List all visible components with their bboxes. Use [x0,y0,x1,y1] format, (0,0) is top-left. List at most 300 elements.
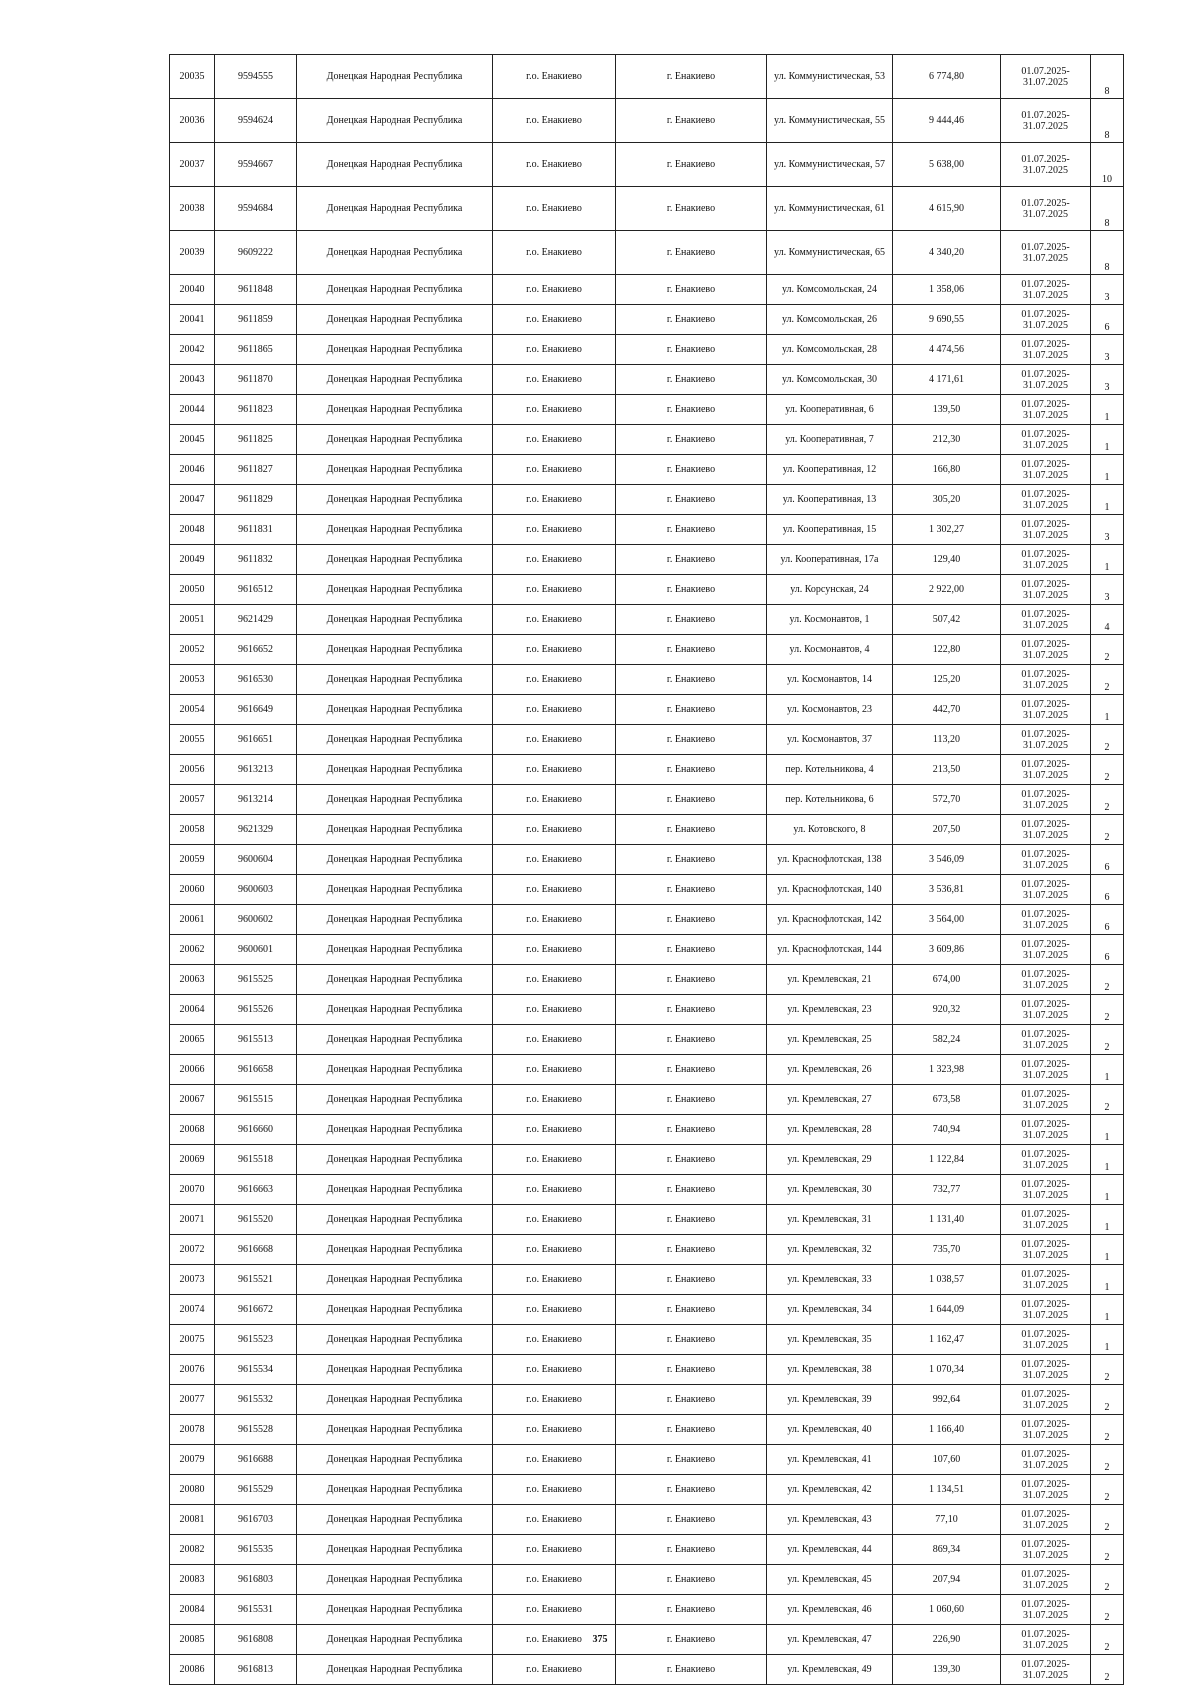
account-code-cell: 9616660 [215,1115,297,1145]
row-number-cell: 20040 [170,275,215,305]
account-code-cell: 9616530 [215,665,297,695]
table-row [170,1265,1124,1295]
region-cell: Донецкая Народная Республика [297,1565,493,1595]
region-cell: Донецкая Народная Республика [297,815,493,845]
count-cell: 2 [1091,1655,1124,1685]
address-cell: ул. Кремлевская, 39 [767,1385,893,1415]
row-number-cell: 20041 [170,305,215,335]
district-cell: г.о. Енакиево [493,305,616,335]
city-cell: г. Енакиево [616,1565,767,1595]
table-row [170,995,1124,1025]
amount-cell: 1 166,40 [893,1415,1001,1445]
region-cell: Донецкая Народная Республика [297,605,493,635]
region-cell: Донецкая Народная Республика [297,1265,493,1295]
region-cell: Донецкая Народная Республика [297,725,493,755]
amount-cell: 442,70 [893,695,1001,725]
row-number-cell: 20055 [170,725,215,755]
region-cell: Донецкая Народная Республика [297,1475,493,1505]
period-cell: 01.07.2025-31.07.2025 [1001,1325,1091,1355]
district-cell: г.о. Енакиево [493,1475,616,1505]
table-row [170,695,1124,725]
period-cell: 01.07.2025-31.07.2025 [1001,1475,1091,1505]
account-code-cell: 9615521 [215,1265,297,1295]
account-code-cell: 9616658 [215,1055,297,1085]
row-number-cell: 20080 [170,1475,215,1505]
period-cell: 01.07.2025-31.07.2025 [1001,845,1091,875]
amount-cell: 77,10 [893,1505,1001,1535]
table-row [170,1175,1124,1205]
district-cell: г.о. Енакиево [493,1145,616,1175]
amount-cell: 113,20 [893,725,1001,755]
address-cell: ул. Коммунистическая, 55 [767,99,893,143]
period-cell: 01.07.2025-31.07.2025 [1001,1535,1091,1565]
district-cell: г.о. Енакиево [493,695,616,725]
account-code-cell: 9613214 [215,785,297,815]
table-row [170,1535,1124,1565]
district-cell: г.о. Енакиево [493,785,616,815]
account-code-cell: 9615520 [215,1205,297,1235]
district-cell: г.о. Енакиево [493,1445,616,1475]
address-cell: ул. Кооперативная, 13 [767,485,893,515]
district-cell: г.о. Енакиево [493,1595,616,1625]
period-cell: 01.07.2025-31.07.2025 [1001,1415,1091,1445]
period-cell: 01.07.2025-31.07.2025 [1001,1385,1091,1415]
count-cell: 8 [1091,99,1124,143]
count-cell: 6 [1091,935,1124,965]
amount-cell: 207,94 [893,1565,1001,1595]
address-cell: ул. Кремлевская, 29 [767,1145,893,1175]
city-cell: г. Енакиево [616,1595,767,1625]
district-cell: г.о. Енакиево [493,605,616,635]
city-cell: г. Енакиево [616,1055,767,1085]
city-cell: г. Енакиево [616,1415,767,1445]
address-cell: ул. Комсомольская, 28 [767,335,893,365]
count-cell: 2 [1091,1595,1124,1625]
count-cell: 2 [1091,755,1124,785]
amount-cell: 1 323,98 [893,1055,1001,1085]
count-cell: 1 [1091,455,1124,485]
region-cell: Донецкая Народная Республика [297,1655,493,1685]
count-cell: 2 [1091,1505,1124,1535]
count-cell: 1 [1091,1115,1124,1145]
row-number-cell: 20074 [170,1295,215,1325]
address-cell: ул. Комсомольская, 26 [767,305,893,335]
table-row [170,755,1124,785]
region-cell: Донецкая Народная Республика [297,545,493,575]
district-cell: г.о. Енакиево [493,815,616,845]
city-cell: г. Енакиево [616,1175,767,1205]
city-cell: г. Енакиево [616,1205,767,1235]
district-cell: г.о. Енакиево [493,545,616,575]
amount-cell: 6 774,80 [893,55,1001,99]
row-number-cell: 20077 [170,1385,215,1415]
period-cell: 01.07.2025-31.07.2025 [1001,1235,1091,1265]
period-cell: 01.07.2025-31.07.2025 [1001,1655,1091,1685]
amount-cell: 4 615,90 [893,187,1001,231]
count-cell: 8 [1091,187,1124,231]
period-cell: 01.07.2025-31.07.2025 [1001,99,1091,143]
address-cell: ул. Космонавтов, 1 [767,605,893,635]
account-code-cell: 9616652 [215,635,297,665]
account-code-cell: 9621429 [215,605,297,635]
amount-cell: 1 134,51 [893,1475,1001,1505]
row-number-cell: 20053 [170,665,215,695]
row-number-cell: 20068 [170,1115,215,1145]
period-cell: 01.07.2025-31.07.2025 [1001,695,1091,725]
account-code-cell: 9615525 [215,965,297,995]
table-row [170,1145,1124,1175]
table-row [170,305,1124,335]
period-cell: 01.07.2025-31.07.2025 [1001,1085,1091,1115]
row-number-cell: 20067 [170,1085,215,1115]
region-cell: Донецкая Народная Республика [297,275,493,305]
account-code-cell: 9615523 [215,1325,297,1355]
amount-cell: 129,40 [893,545,1001,575]
row-number-cell: 20078 [170,1415,215,1445]
count-cell: 2 [1091,1415,1124,1445]
address-cell: ул. Кремлевская, 35 [767,1325,893,1355]
district-cell: г.о. Енакиево [493,485,616,515]
table-row [170,425,1124,455]
address-cell: ул. Кремлевская, 27 [767,1085,893,1115]
amount-cell: 3 564,00 [893,905,1001,935]
count-cell: 6 [1091,305,1124,335]
account-code-cell: 9600601 [215,935,297,965]
row-number-cell: 20082 [170,1535,215,1565]
address-cell: ул. Кремлевская, 33 [767,1265,893,1295]
account-code-cell: 9616813 [215,1655,297,1685]
region-cell: Донецкая Народная Республика [297,635,493,665]
address-cell: ул. Кремлевская, 42 [767,1475,893,1505]
district-cell: г.о. Енакиево [493,965,616,995]
account-code-cell: 9600602 [215,905,297,935]
district-cell: г.о. Енакиево [493,725,616,755]
amount-cell: 1 060,60 [893,1595,1001,1625]
account-code-cell: 9611848 [215,275,297,305]
row-number-cell: 20060 [170,875,215,905]
count-cell: 2 [1091,785,1124,815]
table-row [170,965,1124,995]
count-cell: 1 [1091,695,1124,725]
address-cell: ул. Котовского, 8 [767,815,893,845]
amount-cell: 4 340,20 [893,231,1001,275]
row-number-cell: 20058 [170,815,215,845]
district-cell: г.о. Енакиево [493,1085,616,1115]
address-cell: ул. Комсомольская, 30 [767,365,893,395]
amount-cell: 992,64 [893,1385,1001,1415]
table-row [170,99,1124,143]
account-code-cell: 9611829 [215,485,297,515]
district-cell: г.о. Енакиево [493,875,616,905]
count-cell: 3 [1091,275,1124,305]
row-number-cell: 20071 [170,1205,215,1235]
region-cell: Донецкая Народная Республика [297,905,493,935]
district-cell: г.о. Енакиево [493,1565,616,1595]
row-number-cell: 20063 [170,965,215,995]
period-cell: 01.07.2025-31.07.2025 [1001,187,1091,231]
table-row [170,1055,1124,1085]
account-code-cell: 9594667 [215,143,297,187]
address-cell: ул. Кооперативная, 15 [767,515,893,545]
period-cell: 01.07.2025-31.07.2025 [1001,905,1091,935]
city-cell: г. Енакиево [616,455,767,485]
region-cell: Донецкая Народная Республика [297,1595,493,1625]
count-cell: 3 [1091,515,1124,545]
amount-cell: 212,30 [893,425,1001,455]
table-row [170,845,1124,875]
row-number-cell: 20079 [170,1445,215,1475]
period-cell: 01.07.2025-31.07.2025 [1001,545,1091,575]
district-cell: г.о. Енакиево [493,1205,616,1235]
row-number-cell: 20084 [170,1595,215,1625]
period-cell: 01.07.2025-31.07.2025 [1001,395,1091,425]
table-row [170,55,1124,99]
period-cell: 01.07.2025-31.07.2025 [1001,725,1091,755]
period-cell: 01.07.2025-31.07.2025 [1001,1055,1091,1085]
city-cell: г. Енакиево [616,1235,767,1265]
address-cell: ул. Кремлевская, 47 [767,1625,893,1655]
row-number-cell: 20061 [170,905,215,935]
address-cell: ул. Коммунистическая, 57 [767,143,893,187]
region-cell: Донецкая Народная Республика [297,1505,493,1535]
account-code-cell: 9609222 [215,231,297,275]
region-cell: Донецкая Народная Республика [297,1085,493,1115]
region-cell: Донецкая Народная Республика [297,845,493,875]
amount-cell: 582,24 [893,1025,1001,1055]
account-code-cell: 9613213 [215,755,297,785]
period-cell: 01.07.2025-31.07.2025 [1001,365,1091,395]
district-cell: г.о. Енакиево [493,335,616,365]
city-cell: г. Енакиево [616,1145,767,1175]
district-cell: г.о. Енакиево [493,1505,616,1535]
count-cell: 2 [1091,1085,1124,1115]
period-cell: 01.07.2025-31.07.2025 [1001,1295,1091,1325]
period-cell: 01.07.2025-31.07.2025 [1001,575,1091,605]
amount-cell: 3 546,09 [893,845,1001,875]
count-cell: 2 [1091,965,1124,995]
district-cell: г.о. Енакиево [493,995,616,1025]
period-cell: 01.07.2025-31.07.2025 [1001,1595,1091,1625]
amount-cell: 572,70 [893,785,1001,815]
count-cell: 2 [1091,725,1124,755]
city-cell: г. Енакиево [616,425,767,455]
region-cell: Донецкая Народная Республика [297,995,493,1025]
city-cell: г. Енакиево [616,187,767,231]
region-cell: Донецкая Народная Республика [297,1055,493,1085]
table-row [170,187,1124,231]
count-cell: 2 [1091,1625,1124,1655]
count-cell: 1 [1091,1205,1124,1235]
table-row [170,1325,1124,1355]
city-cell: г. Енакиево [616,55,767,99]
table-row [170,515,1124,545]
amount-cell: 1 038,57 [893,1265,1001,1295]
row-number-cell: 20045 [170,425,215,455]
period-cell: 01.07.2025-31.07.2025 [1001,995,1091,1025]
city-cell: г. Енакиево [616,1535,767,1565]
district-cell: г.о. Енакиево [493,1295,616,1325]
account-code-cell: 9594684 [215,187,297,231]
period-cell: 01.07.2025-31.07.2025 [1001,305,1091,335]
region-cell: Донецкая Народная Республика [297,1415,493,1445]
city-cell: г. Енакиево [616,995,767,1025]
address-cell: ул. Кремлевская, 45 [767,1565,893,1595]
city-cell: г. Енакиево [616,875,767,905]
table-row [170,1205,1124,1235]
region-cell: Донецкая Народная Республика [297,143,493,187]
city-cell: г. Енакиево [616,725,767,755]
address-cell: ул. Кремлевская, 25 [767,1025,893,1055]
district-cell: г.о. Енакиево [493,395,616,425]
region-cell: Донецкая Народная Республика [297,485,493,515]
row-number-cell: 20059 [170,845,215,875]
count-cell: 2 [1091,1475,1124,1505]
data-table [169,54,1124,1685]
table-row [170,875,1124,905]
address-cell: ул. Краснофлотская, 140 [767,875,893,905]
amount-cell: 1 358,06 [893,275,1001,305]
row-number-cell: 20048 [170,515,215,545]
period-cell: 01.07.2025-31.07.2025 [1001,1025,1091,1055]
address-cell: ул. Кооперативная, 6 [767,395,893,425]
count-cell: 6 [1091,875,1124,905]
row-number-cell: 20051 [170,605,215,635]
address-cell: ул. Космонавтов, 23 [767,695,893,725]
address-cell: ул. Кремлевская, 28 [767,1115,893,1145]
district-cell: г.о. Енакиево [493,1325,616,1355]
account-code-cell: 9611827 [215,455,297,485]
district-cell: г.о. Енакиево [493,635,616,665]
amount-cell: 1 644,09 [893,1295,1001,1325]
region-cell: Донецкая Народная Республика [297,1295,493,1325]
table-row [170,143,1124,187]
city-cell: г. Енакиево [616,755,767,785]
count-cell: 1 [1091,545,1124,575]
city-cell: г. Енакиево [616,1625,767,1655]
city-cell: г. Енакиево [616,545,767,575]
period-cell: 01.07.2025-31.07.2025 [1001,55,1091,99]
city-cell: г. Енакиево [616,1325,767,1355]
row-number-cell: 20075 [170,1325,215,1355]
district-cell: г.о. Енакиево [493,515,616,545]
period-cell: 01.07.2025-31.07.2025 [1001,1175,1091,1205]
amount-cell: 5 638,00 [893,143,1001,187]
address-cell: пер. Котельникова, 4 [767,755,893,785]
amount-cell: 735,70 [893,1235,1001,1265]
address-cell: ул. Кремлевская, 31 [767,1205,893,1235]
region-cell: Донецкая Народная Республика [297,575,493,605]
row-number-cell: 20069 [170,1145,215,1175]
table-row [170,635,1124,665]
city-cell: г. Енакиево [616,935,767,965]
account-code-cell: 9615515 [215,1085,297,1115]
district-cell: г.о. Енакиево [493,275,616,305]
city-cell: г. Енакиево [616,485,767,515]
region-cell: Донецкая Народная Республика [297,187,493,231]
account-code-cell: 9616672 [215,1295,297,1325]
period-cell: 01.07.2025-31.07.2025 [1001,275,1091,305]
district-cell: г.о. Енакиево [493,99,616,143]
amount-cell: 4 474,56 [893,335,1001,365]
city-cell: г. Енакиево [616,905,767,935]
account-code-cell: 9616649 [215,695,297,725]
row-number-cell: 20038 [170,187,215,231]
row-number-cell: 20052 [170,635,215,665]
amount-cell: 207,50 [893,815,1001,845]
period-cell: 01.07.2025-31.07.2025 [1001,605,1091,635]
city-cell: г. Енакиево [616,605,767,635]
district-cell: г.о. Енакиево [493,665,616,695]
address-cell: ул. Кремлевская, 43 [767,1505,893,1535]
row-number-cell: 20076 [170,1355,215,1385]
table-row [170,365,1124,395]
row-number-cell: 20064 [170,995,215,1025]
region-cell: Донецкая Народная Республика [297,1625,493,1655]
city-cell: г. Енакиево [616,1505,767,1535]
count-cell: 1 [1091,1145,1124,1175]
district-cell: г.о. Енакиево [493,1385,616,1415]
account-code-cell: 9615531 [215,1595,297,1625]
period-cell: 01.07.2025-31.07.2025 [1001,455,1091,485]
count-cell: 2 [1091,995,1124,1025]
table-row [170,1565,1124,1595]
count-cell: 2 [1091,1565,1124,1595]
address-cell: ул. Космонавтов, 37 [767,725,893,755]
address-cell: ул. Краснофлотская, 142 [767,905,893,935]
period-cell: 01.07.2025-31.07.2025 [1001,815,1091,845]
amount-cell: 125,20 [893,665,1001,695]
row-number-cell: 20070 [170,1175,215,1205]
period-cell: 01.07.2025-31.07.2025 [1001,1445,1091,1475]
account-code-cell: 9616651 [215,725,297,755]
region-cell: Донецкая Народная Республика [297,1145,493,1175]
table-row [170,605,1124,635]
account-code-cell: 9616512 [215,575,297,605]
row-number-cell: 20072 [170,1235,215,1265]
count-cell: 2 [1091,1385,1124,1415]
address-cell: ул. Краснофлотская, 138 [767,845,893,875]
district-cell: г.о. Енакиево [493,575,616,605]
count-cell: 1 [1091,1325,1124,1355]
account-code-cell: 9616808 [215,1625,297,1655]
count-cell: 2 [1091,1025,1124,1055]
amount-cell: 2 922,00 [893,575,1001,605]
account-code-cell: 9616703 [215,1505,297,1535]
table-row [170,1025,1124,1055]
table-row [170,935,1124,965]
count-cell: 3 [1091,335,1124,365]
region-cell: Донецкая Народная Республика [297,665,493,695]
account-code-cell: 9615513 [215,1025,297,1055]
amount-cell: 1 070,34 [893,1355,1001,1385]
row-number-cell: 20035 [170,55,215,99]
row-number-cell: 20050 [170,575,215,605]
table-row [170,455,1124,485]
amount-cell: 213,50 [893,755,1001,785]
table-row [170,1355,1124,1385]
district-cell: г.о. Енакиево [493,935,616,965]
amount-cell: 1 122,84 [893,1145,1001,1175]
row-number-cell: 20057 [170,785,215,815]
table-row [170,905,1124,935]
table-row [170,1115,1124,1145]
district-cell: г.о. Енакиево [493,1025,616,1055]
region-cell: Донецкая Народная Республика [297,425,493,455]
address-cell: ул. Корсунская, 24 [767,575,893,605]
city-cell: г. Енакиево [616,1445,767,1475]
row-number-cell: 20054 [170,695,215,725]
region-cell: Донецкая Народная Республика [297,1325,493,1355]
